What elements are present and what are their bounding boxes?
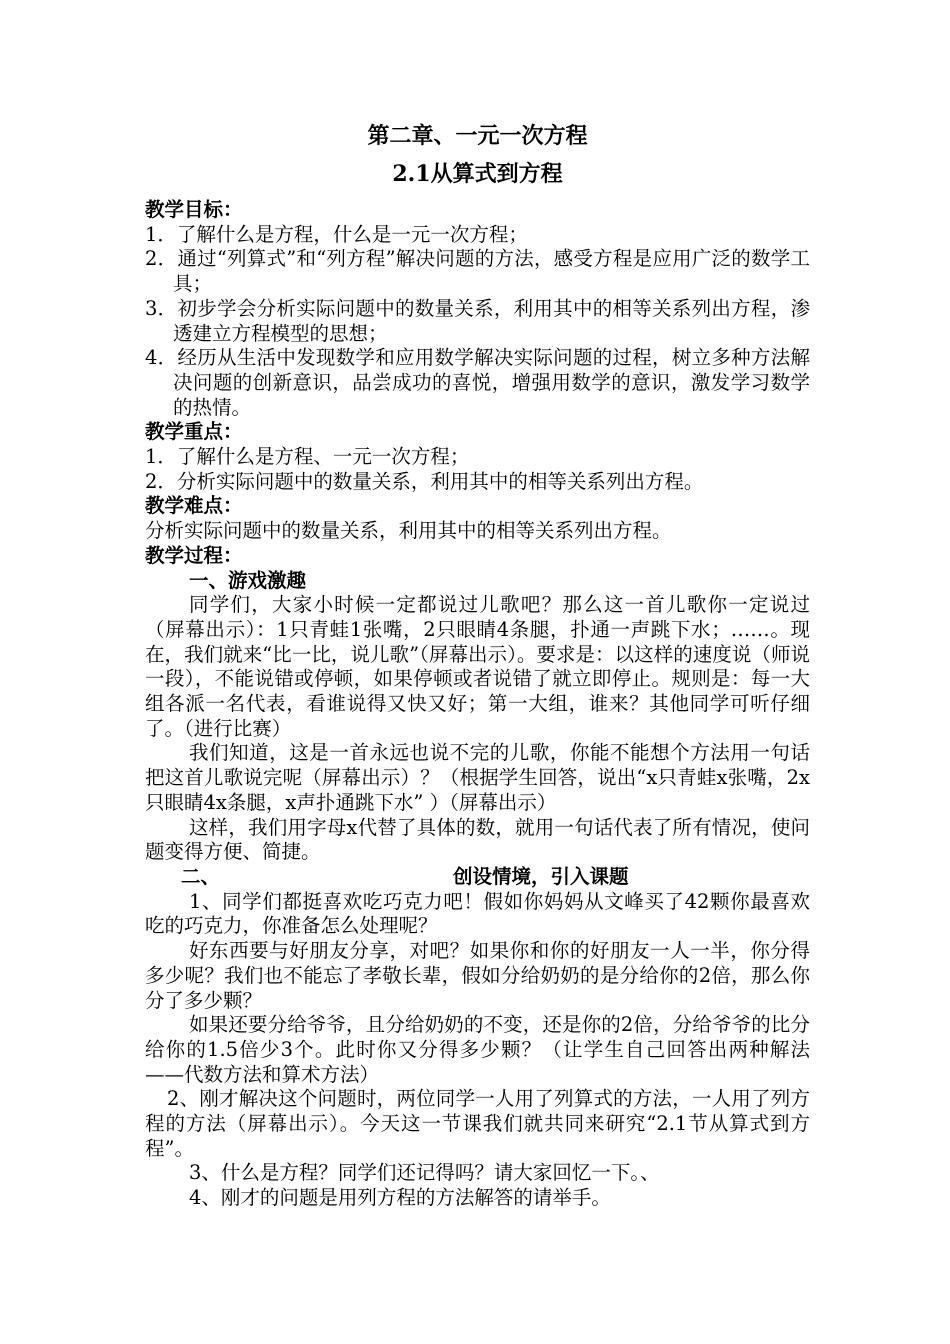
section2-paragraph: 好东西要与好朋友分享，对吧？如果你和你的好朋友一人一半，你分得多少呢？我们也不能忘了孝敬长辈，假如分给奶奶的是分给你的2倍，那么你分了多少颗？	[145, 939, 810, 1012]
section1-paragraph: 我们知道，这是一首永远也说不完的儿歌，你能不能想个方法用一句话把这首儿歌说完呢（屏幕出示）？（根据学生回答，说出“x只青蛙x张嘴，2x只眼睛4x条腿，x声扑通跳下水” ）（屏幕出示）	[145, 741, 810, 814]
section2-paragraph: 4、刚才的问题是用列方程的方法解答的请举手。	[189, 1186, 611, 1210]
section2-paragraph: 2、刚才解决这个问题时，两位同学一人用了列算式的方法，一人用了列方程的方法（屏幕出示）。今天这一节课我们就共同来研究“2.1节从算式到方程”。	[145, 1087, 810, 1160]
section2-title: 创设情境，引入课题	[453, 864, 629, 888]
process-heading: 教学过程：	[145, 543, 243, 567]
section1-paragraph: 同学们，大家小时候一定都说过儿歌吧？那么这一首儿歌你一定说过（屏幕出示）：1只青蛙1张嘴，2只眼睛4条腿，扑通一声跳下水；……。现在，我们就来“比一比，说儿歌”（屏幕出示）。要求是：以这样的速度说（师说一段），不能说错或停顿，如果停顿或者说错了就立即停止。规则是：每一大组各派一名代表，看谁说得又快又好；第一大组，谁来？其他同学可听仔细了。（进行比赛）	[145, 593, 810, 740]
difficulties-text: 分析实际问题中的数量关系，利用其中的相等关系列出方程。	[145, 519, 672, 543]
objectives-heading: 教学目标：	[145, 198, 243, 221]
section-title: 2.1从算式到方程	[392, 161, 563, 187]
section1-paragraph: 这样，我们用字母x代替了具体的数，就用一句话代表了所有情况，使问题变得方便、简捷。	[145, 815, 810, 864]
key-point-item: 1．了解什么是方程、一元一次方程；	[145, 445, 470, 469]
section1-title: 一、游戏激趣	[189, 568, 307, 592]
objective-item: 3．初步学会分析实际问题中的数量关系，利用其中的相等关系列出方程，渗透建立方程模型的思想；	[145, 296, 810, 345]
document-body	[145, 122, 810, 1211]
objective-item: 1．了解什么是方程，什么是一元一次方程；	[145, 222, 528, 246]
section2-paragraph: 3、什么是方程？同学们还记得吗？请大家回忆一下。、	[189, 1161, 660, 1185]
objective-item: 2．通过“列算式”和“列方程”解决问题的方法，感受方程是应用广泛的数学工具；	[145, 247, 810, 296]
section2-paragraph: 1、同学们都挺喜欢吃巧克力吧！假如你妈妈从文峰买了42颗你最喜欢吃的巧克力，你准备怎么处理呢？	[145, 889, 810, 938]
key-point-item: 2．分析实际问题中的数量关系，利用其中的相等关系列出方程。	[145, 469, 704, 493]
difficulties-heading: 教学难点：	[145, 494, 243, 518]
section2-paragraph: 如果还要分给爷爷，且分给奶奶的不变，还是你的2倍，分给爷爷的比分给你的1.5倍少3个。此时你又分得多少颗？（让学生自己回答出两种解法——代数方法和算术方法）	[145, 1013, 810, 1086]
objective-item: 4．经历从生活中发现数学和应用数学解决实际问题的过程，树立多种方法解决问题的创新意识，品尝成功的喜悦，增强用数学的意识，激发学习数学的热情。	[145, 346, 810, 419]
section2-number: 二、	[181, 864, 221, 888]
section2-heading	[145, 865, 810, 890]
key-points-heading: 教学重点：	[145, 420, 243, 444]
chapter-title: 第二章、一元一次方程	[367, 123, 588, 149]
